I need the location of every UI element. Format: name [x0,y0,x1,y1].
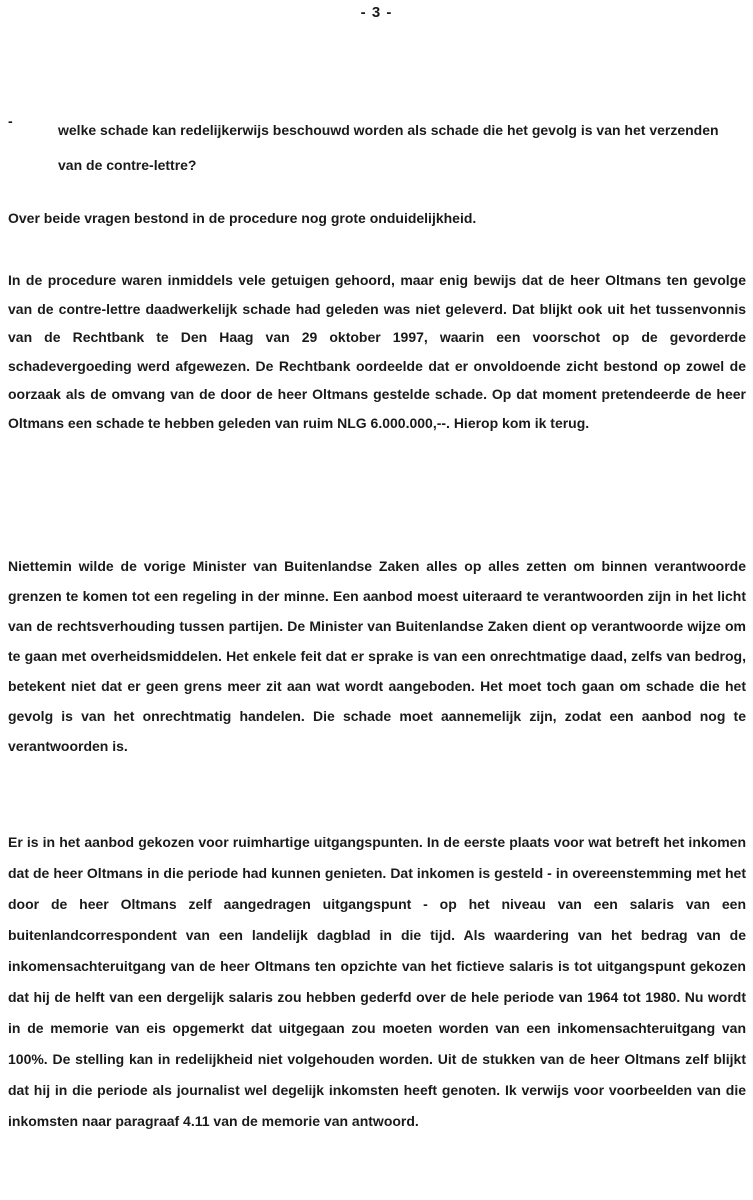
bullet-item [8,113,738,183]
paragraph-4: Er is in het aanbod gekozen voor ruimhartige uitgangspunten. In de eerste plaats voor wat betreft het inkomen dat de heer Oltmans in die periode had kunnen genieten. Dat inkomen is gesteld - in overeenstemming met het door de heer Oltmans zelf aangedragen uitgangspunt - op het niveau van een salaris van een buitenlandcorrespondent van een landelijk dagblad in die tijd. Als waardering van het bedrag van de inkomensachteruitgang van de heer Oltmans ten opzichte van het fictieve salaris is tot uitgangspunt gekozen dat hij de helft van een dergelijk salaris zou hebben gederfd over de hele periode van 1964 tot 1980. Nu wordt in de memorie van eis opgemerkt dat uitgegaan zou moeten worden van een inkomensachteruitgang van 100%. De stelling kan in redelijkheid niet volgehouden worden. Uit de stukken van de heer Oltmans zelf blijkt dat hij in die periode als journalist wel degelijk inkomsten heeft genoten. Ik verwijs voor voorbeelden van die inkomsten naar paragraaf 4.11 van de memorie van antwoord. [8,834,746,1129]
paragraph-1: Over beide vragen bestond in de procedure nog grote onduidelijkheid. [8,210,477,226]
bullet-dash: - [8,113,13,129]
bullet-text: welke schade kan redelijkerwijs beschouwd worden als schade die het gevolg is van het verzenden van de contre-lettre? [58,122,719,173]
paragraph-2: In de procedure waren inmiddels vele getuigen gehoord, maar enig bewijs dat de heer Oltmans ten gevolge van de contre-lettre daadwerkelijk schade had geleden was niet geleverd. Dat blijkt ook uit het tussenvonnis van de Rechtbank te Den Haag van 29 oktober 1997, waarin een voorschot op de gevorderde schadevergoeding werd afgewezen. De Rechtbank oordeelde dat er onvoldoende zicht bestond op zowel de oorzaak als de omvang van de door de heer Oltmans gestelde schade. Op dat moment pretendeerde de heer Oltmans een schade te hebben geleden van ruim NLG 6.000.000,--. Hierop kom ik terug. [8,272,746,431]
page-number: - 3 - [360,4,393,21]
paragraph-3: Niettemin wilde de vorige Minister van Buitenlandse Zaken alles op alles zetten om binnen verantwoorde grenzen te komen tot een regeling in der minne. Een aanbod moest uiteraard te verantwoorden zijn in het licht van de rechtsverhouding tussen partijen. De Minister van Buitenlandse Zaken dient op verantwoorde wijze om te gaan met overheidsmiddelen. Het enkele feit dat er sprake is van een onrechtmatige daad, zelfs van bedrog, betekent niet dat er geen grens meer zit aan wat wordt aangeboden. Het moet toch gaan om schade die het gevolg is van het onrechtmatig handelen. Die schade moet aannemelijk zijn, zodat een aanbod nog te verantwoorden is. [8,558,746,754]
